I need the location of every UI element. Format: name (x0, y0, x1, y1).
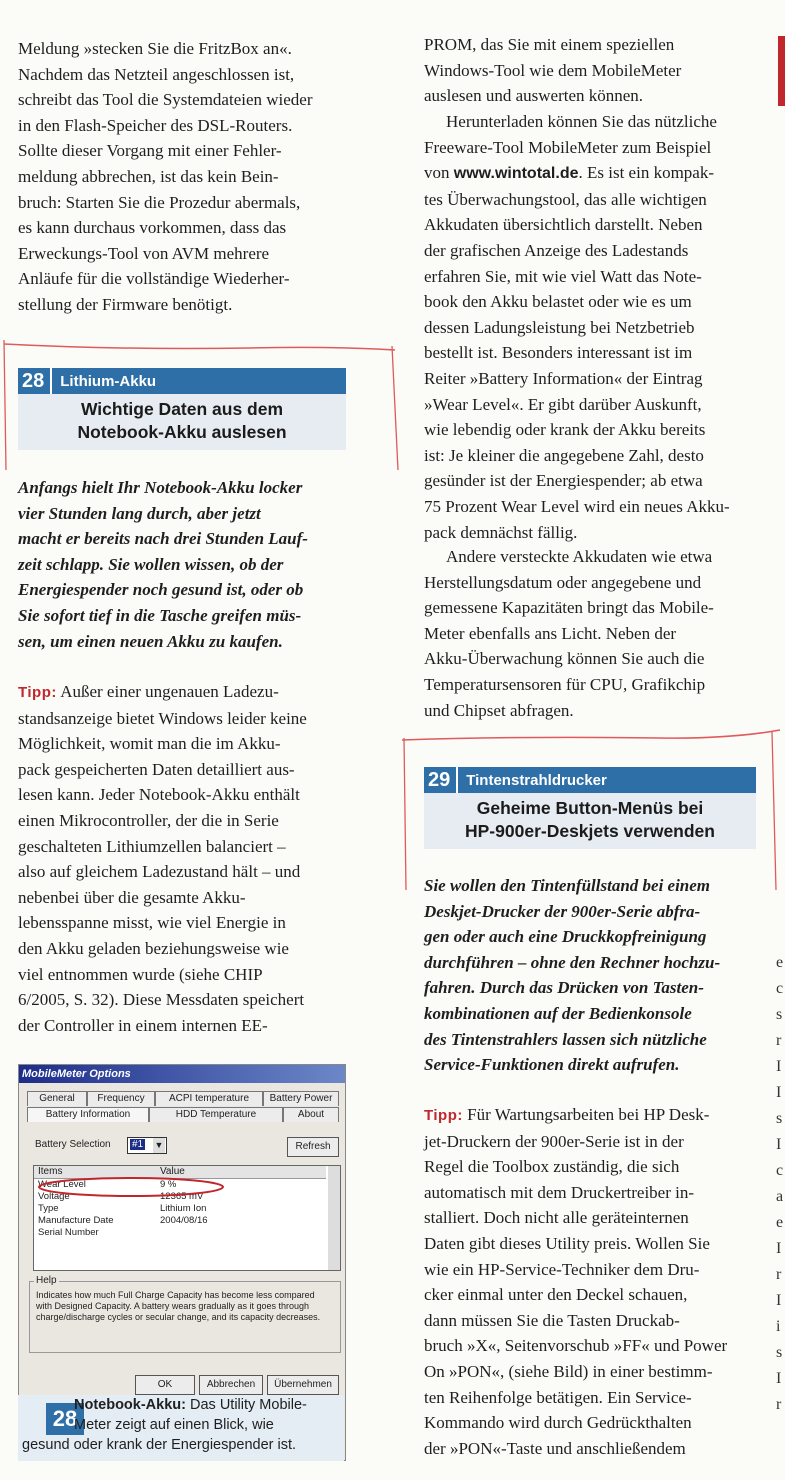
text-line: der »PON«-Taste und anschließendem (424, 1438, 686, 1458)
text: . Es ist ein kompak- (578, 163, 715, 183)
text-line: bruch: Starten Sie die Prozedur abermals, (18, 192, 301, 212)
text-line: nebenbei über die gesamte Akku- (18, 887, 246, 907)
caption-text: Das Utility Mobile- (185, 1397, 307, 1413)
text-line: schreibt das Tool die Systemdateien wieder (18, 90, 313, 110)
tipp-first-line (424, 1102, 758, 1129)
text-line: meldung abbrechen, ist das kein Bein- (18, 166, 279, 186)
right-paragraph-3 (424, 544, 758, 723)
text-line: ten Reihenfolge betätigen. Ein Service- (424, 1387, 692, 1407)
text-line: e (776, 954, 784, 971)
text-line: I (776, 1136, 782, 1153)
help-group (29, 1275, 341, 1353)
text-line: I (776, 1370, 782, 1387)
section-number: 28 (18, 368, 52, 394)
left-tipp (18, 679, 348, 1038)
window-title: MobileMeter Options (19, 1065, 345, 1083)
edge-red-bar (778, 36, 785, 106)
text-line: Energiespender noch gesund ist, oder ob (18, 580, 304, 600)
text-line: auslesen und auswerten können. (424, 86, 644, 106)
text-line: durchführen – ohne den Rechner hochzu- (424, 952, 721, 972)
section-title-line: HP-900er-Deskjets verwenden (465, 821, 715, 841)
row-item: Manufacture Date (38, 1215, 114, 1226)
tab-battery-power[interactable]: Battery Power (263, 1091, 339, 1106)
wear-level-highlight (36, 1176, 226, 1198)
chevron-down-icon[interactable]: ▼ (153, 1138, 165, 1153)
text-line: lebensspanne misst, wie viel Energie in (18, 913, 286, 933)
text-line: Nachdem das Netzteil angeschlossen ist, (18, 64, 295, 84)
text-line: jet-Druckern der 900er-Serie ist in der (424, 1131, 684, 1151)
text-line: den Akku geladen beziehungsweise wie (18, 938, 289, 958)
text-line: Sie wollen den Tintenfüllstand bei einem (424, 876, 711, 895)
figure-caption (18, 1395, 344, 1461)
row-value: 2004/08/16 (160, 1215, 208, 1226)
text-line: Deskjet-Drucker der 900er-Serie abfra- (424, 901, 701, 921)
text-line: Reiter »Battery Information« der Eintrag (424, 368, 703, 388)
text-line: r (776, 1266, 782, 1283)
table-row[interactable] (34, 1215, 326, 1227)
text-line: s (776, 1110, 783, 1127)
tab-about[interactable]: About (283, 1107, 339, 1122)
para-line (424, 160, 758, 187)
text-line: I (776, 1240, 782, 1257)
items-list (33, 1165, 341, 1271)
text-line: gemessene Kapazitäten bringt das Mobile- (424, 598, 714, 618)
row-item: Wear Level (38, 1179, 86, 1190)
para-line: Herunterladen können Sie das nützliche (446, 112, 717, 131)
left-paragraph-1 (18, 36, 348, 318)
text-line: a (776, 1188, 784, 1205)
text-line: vier Stunden lang durch, aber jetzt (18, 503, 261, 523)
text-line: e (776, 1214, 784, 1231)
battery-selection-label: Battery Selection (35, 1139, 111, 1150)
text-line: Anfangs hielt Ihr Notebook-Akku locker (18, 478, 303, 497)
text-line: Akku-Überwachung können Sie auch die (424, 649, 705, 669)
text-line: viel entnommen wurde (siehe CHIP (18, 964, 263, 984)
text-line: r (776, 1032, 782, 1049)
section-title-line: Wichtige Daten aus dem (80, 399, 284, 419)
row-value: 9 % (160, 1179, 177, 1190)
text-line: kombinationen auf der Bedienkonsole (424, 1003, 692, 1023)
text-line: bestellt ist. Besonders interessant ist im (424, 343, 693, 363)
text-line: Meldung »stecken Sie die FritzBox an«. (18, 39, 292, 58)
help-text: Indicates how much Full Charge Capacity has become less compared with Designed Capacity. A battery wears gradually as it goes through charge/discharge cycles or secular change, and its capacity decreases. (36, 1290, 321, 1322)
text-line: tes Überwachungstool, das alle wichtigen (424, 189, 707, 209)
text-line: s (776, 1006, 783, 1023)
tipp-label: Tipp: (18, 684, 57, 701)
text-line: wie ein HP-Service-Techniker dem Dru- (424, 1259, 700, 1279)
section-29-header (424, 767, 756, 849)
text-line: Herstellungsdatum oder angegebene und (424, 572, 702, 592)
text-line: und Chipset abfragen. (424, 700, 574, 720)
caption-number: 28 (46, 1403, 84, 1435)
text-line: 6/2005, S. 32). Diese Messdaten speichert (18, 990, 305, 1010)
battery-select-value: #1 (132, 1139, 144, 1150)
red-annotation-left (0, 330, 400, 480)
tab-battery-information[interactable]: Battery Information (27, 1107, 149, 1122)
caption-line: gesund oder krank der Energiespender ist. (22, 1437, 297, 1453)
text-line: cker einmal unter den Deckel schauen, (424, 1285, 688, 1305)
section-number: 29 (424, 767, 458, 793)
section-bar (424, 767, 756, 793)
help-label: Help (36, 1275, 57, 1286)
col-value: Value (160, 1166, 185, 1177)
section-title (424, 793, 756, 849)
text-line: Kommando wird durch Gedrückthalten (424, 1413, 692, 1433)
text-line: dessen Ladungsleistung bei Netzbetrieb (424, 317, 695, 337)
text-line: erfahren Sie, mit wie viel Watt das Note- (424, 266, 702, 286)
section-label: Lithium-Akku (60, 372, 157, 390)
text-line: lesen kann. Jeder Notebook-Akku enthält (18, 785, 300, 805)
text-line: Service-Funktionen direkt aufrufen. (424, 1055, 680, 1075)
text-line: automatisch mit dem Druckertreiber in- (424, 1182, 695, 1202)
text-line: der grafischen Anzeige des Ladestands (424, 240, 689, 260)
text-line: Andere versteckte Akkudaten wie etwa (446, 547, 713, 566)
text-line: Anläufe für die vollständige Wiederher- (18, 269, 290, 289)
text: von (424, 163, 454, 183)
right-tipp (424, 1102, 758, 1461)
text-line: 75 Prozent Wear Level wird ein neues Akku- (424, 496, 730, 516)
text-line: einen Mikrocontroller, der die in Serie (18, 810, 279, 830)
ok-button[interactable]: OK (135, 1375, 195, 1395)
tipp-text: Außer einer ungenauen Ladezu- (56, 682, 279, 701)
text-line: I (776, 1058, 782, 1075)
caption-bold: Notebook-Akku: (74, 1397, 186, 1413)
text-line: Windows-Tool wie dem MobileMeter (424, 60, 682, 80)
text-line: Möglichkeit, womit man die im Akku- (18, 734, 281, 754)
tipp-body (424, 1129, 758, 1462)
text-line: PROM, das Sie mit einem speziellen (424, 35, 675, 54)
table-row[interactable] (34, 1227, 326, 1239)
text-line: »Wear Level«. Er gibt darüber Auskunft, (424, 394, 702, 414)
caption-line (74, 1395, 307, 1415)
text-line: On »PON«, (siehe Bild) in einer bestimm- (424, 1361, 713, 1381)
text-line: der Controller in einem internen EE- (18, 1015, 268, 1035)
text-line: Daten gibt dieses Utility preis. Wollen Sie (424, 1233, 710, 1253)
text-line: book den Akku belastet oder wie es um (424, 292, 692, 312)
text-line: geschalteten Lithiumzellen balanciert – (18, 836, 286, 856)
text-line: gesünder ist der Energiespender; ab etwa (424, 471, 703, 491)
text-line: Akkudaten übersichtlich darstellt. Neben (424, 215, 703, 235)
text-line: sen, um einen neuen Akku zu kaufen. (18, 631, 283, 651)
wintotal-link[interactable]: www.wintotal.de (453, 165, 579, 183)
section-label: Tintenstrahldrucker (466, 771, 607, 789)
tab-general[interactable]: General (27, 1091, 87, 1106)
text-line: i (776, 1318, 781, 1335)
text-line: dann müssen Sie die Tasten Druckab- (424, 1310, 680, 1330)
text-line: Sie sofort tief in die Tasche greifen müs- (18, 605, 302, 625)
text-line: Sollte dieser Vorgang mit einer Fehler- (18, 141, 282, 161)
text-line: s (776, 1344, 783, 1361)
text-line: pack gespeicherten Daten detailliert aus- (18, 759, 295, 779)
text-line: Erweckungs-Tool von AVM mehrere (18, 243, 270, 263)
col-items: Items (38, 1166, 63, 1177)
para-line: Freeware-Tool MobileMeter zum Beispiel (424, 137, 712, 157)
section-title-line: Geheime Button-Menüs bei (476, 798, 704, 818)
text-line: Temperatursensoren für CPU, Grafikchip (424, 674, 706, 694)
row-value: Lithium Ion (160, 1203, 207, 1214)
row-item: Type (38, 1203, 59, 1214)
row-value: 12365 mV (160, 1191, 204, 1202)
caption-line: Meter zeigt auf einen Blick, wie (74, 1417, 274, 1433)
text-line: stellung der Firmware benötigt. (18, 294, 233, 314)
refresh-button[interactable]: Refresh (287, 1137, 339, 1157)
text-line: zeit schlapp. Sie wollen wissen, ob der (18, 554, 284, 574)
scrollbar[interactable] (328, 1166, 340, 1270)
apply-button[interactable]: Übernehmen (267, 1375, 339, 1395)
para-body (424, 187, 758, 545)
text-line: fahren. Durch das Drücken von Tasten- (424, 978, 704, 998)
tab-frequency[interactable]: Frequency (87, 1091, 155, 1106)
text-line: stalliert. Doch nicht alle geräteinternen (424, 1208, 689, 1228)
text-line: r (776, 1396, 782, 1413)
edge-fragments (776, 950, 785, 1418)
right-paragraph-2 (424, 109, 758, 545)
tab-strip (23, 1089, 341, 1129)
text-line: standsanzeige bietet Windows leider keine (18, 708, 307, 728)
text-line: ist: Je kleiner die angegebene Zahl, desto (424, 445, 704, 465)
left-lead (18, 475, 348, 654)
text-line: wie lebendig oder krank der Akku bereits (424, 420, 706, 440)
row-item: Serial Number (38, 1227, 99, 1238)
text-line: I (776, 1084, 782, 1101)
text-line: c (776, 980, 784, 997)
table-row[interactable] (34, 1203, 326, 1215)
text-line: Regel die Toolbox zuständig, die sich (424, 1157, 680, 1177)
text-line: des Tintenstrahlers lassen sich nützliche (424, 1029, 707, 1049)
tab-acpi-temperature[interactable]: ACPI temperature (155, 1091, 263, 1106)
text-line: in den Flash-Speicher des DSL-Routers. (18, 115, 293, 135)
text-line: bruch »X«, Seitenvorschub »FF« und Power (424, 1336, 728, 1356)
tipp-first-line (18, 679, 348, 706)
battery-select[interactable] (127, 1137, 167, 1154)
text-line: gen oder auch eine Druckkopfreinigung (424, 927, 707, 947)
tipp-body (18, 706, 348, 1039)
text-line: also auf gleichem Ladezustand hält – und (18, 862, 301, 882)
text-line: Meter ebenfalls ans Licht. Neben der (424, 623, 677, 643)
right-lead (424, 873, 758, 1078)
cancel-button[interactable]: Abbrechen (199, 1375, 263, 1395)
text-line: macht er bereits nach drei Stunden Lauf- (18, 529, 308, 549)
section-title-line: Notebook-Akku auslesen (77, 422, 287, 442)
right-paragraph-1 (424, 32, 758, 109)
text-line: c (776, 1162, 784, 1179)
text-line: I (776, 1292, 782, 1309)
text-line: es kann durchaus vorkommen, dass das (18, 218, 287, 238)
row-item: Voltage (38, 1191, 70, 1202)
tipp-label: Tipp: (424, 1107, 463, 1124)
tab-hdd-temperature[interactable]: HDD Temperature (149, 1107, 283, 1122)
tipp-text: Für Wartungsarbeiten bei HP Desk- (462, 1105, 710, 1124)
text-line: pack demnächst fällig. (424, 522, 578, 542)
